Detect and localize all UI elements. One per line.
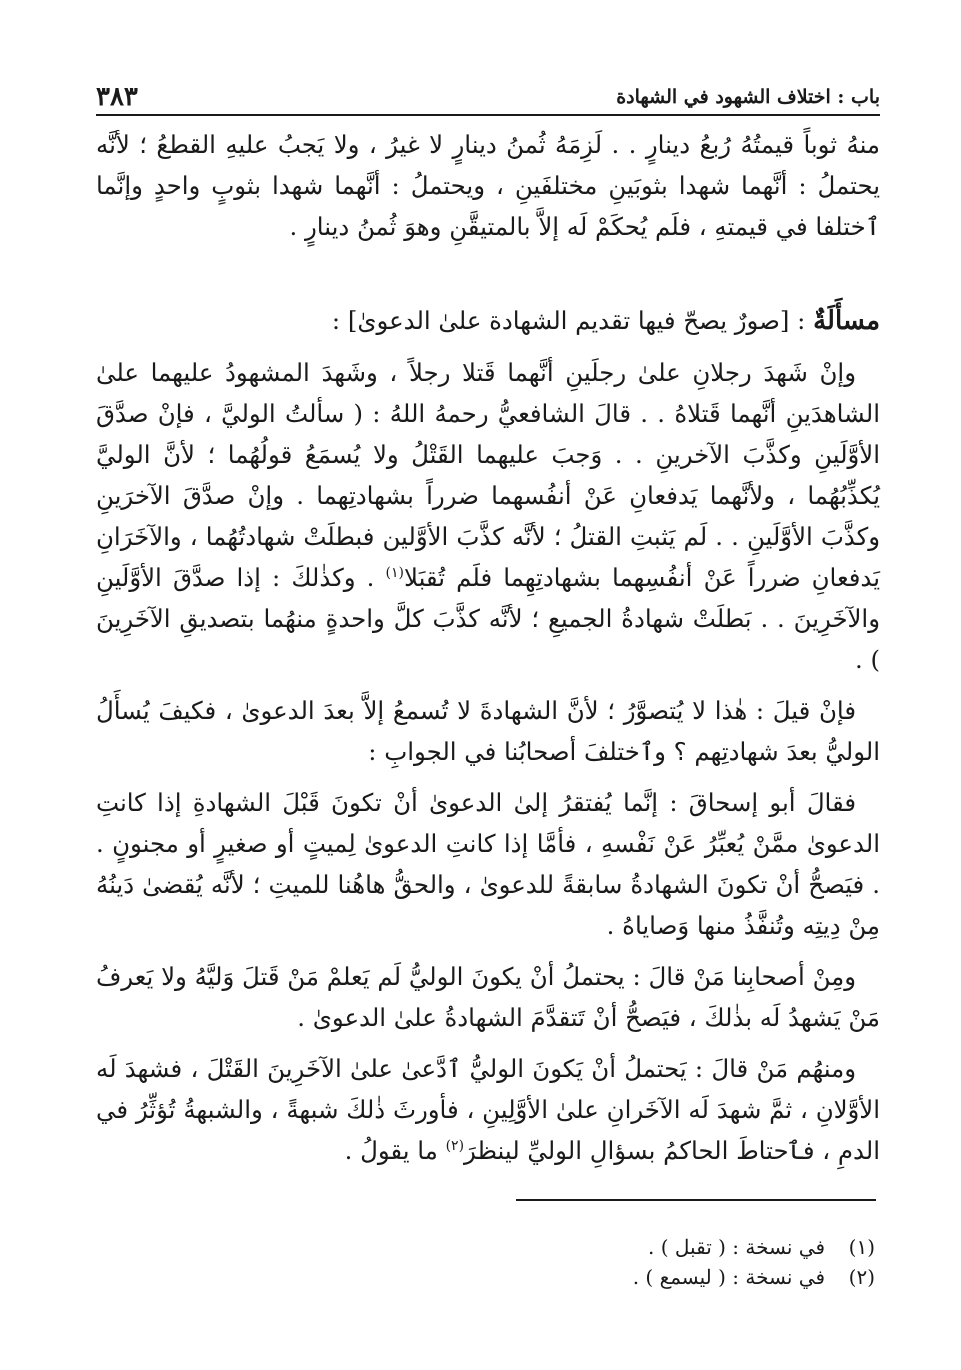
paragraph-abu-ishaq: فقالَ أبو إسحاقَ : إنَّما يُفتقرُ إلىٰ الدعوىٰ أنْ تكونَ قَبْلَ الشهادةِ إذا كانتِ الدعوىٰ ممَّنْ يُعبِّرُ عَنْ نَفْسهِ ، فأمَّا إذا كانتِ الدعوىٰ لِميتٍ أو صغيرٍ أو مجنونٍ . . فيَصحُّ أنْ تكونَ الشهادةُ سابقةً للدعوىٰ ، والحقُّ هاهُنا للميتِ ؛ لأنَّه يُقضىٰ دَينُهُ مِنْ دِيتِه وتُنفَّذُ منها وَصاياهُ . [96,788,880,940]
footnote-number: (١) [848,1235,875,1259]
footnote-text: في نسخة : ( تقبل ) . [648,1235,825,1259]
footnote-1 [375,1232,875,1262]
masala-heading [96,300,880,342]
chapter-title: باب : اختلاف الشهود في الشهادة [616,86,880,108]
footnote-number: (٢) [848,1265,875,1289]
running-header [96,74,880,116]
footnote-2 [375,1262,875,1292]
masala-title: : [صورٌ يصحّ فيها تقديم الشهادة علىٰ الدعوىٰ] : [331,306,806,335]
footnote-divider [516,1199,876,1201]
main-text [96,124,880,1171]
footnote-ref-2[interactable]: (٢) [445,1137,465,1154]
footnote-ref-1[interactable]: (١) [385,564,405,581]
masala-keyword: مسأَلَةٌ [813,306,880,336]
paragraph-others-end: ما يقولُ . [344,1136,438,1165]
page-number: ٣٨٣ [96,82,138,112]
paragraph-companions: ومِنْ أصحابِنا مَنْ قالَ : يحتملُ أنْ يكونَ الوليُّ لَم يَعلمْ مَنْ قَتلَ وَليَّهُ ولا يَعرفُ مَنْ يَشهدُ لَه بذٰلكَ ، فيَصحُّ أنْ تَتقدَّمَ الشهادةُ علىٰ الدعوىٰ . [96,962,880,1032]
paragraph-witnesses-text: وإنْ شَهدَ رجلانِ علىٰ رجلَينِ أنَّهما قَتلا رجلاً ، وشَهدَ المشهودُ عليهما علىٰ الشاهدَينِ أنَّهما قَتلاهُ . . قالَ الشافعيُّ رحمهُ اللهُ : ( سألتُ الوليَّ ، فإنْ صدَّقَ الأوَّلَينِ وكذَّبَ الآخرينِ . . وَجبَ عليهما القَتْلُ ولا يُسمَعُ قولُهُما ؛ لأنَّ الوليَّ يُكذِّبُهُما ، ولأنَّهما يَدفعانِ عَنْ أنفُسهما ضرراً بشهادتِهما . وإنْ صدَّقَ الآخرَينِ وكذَّبَ الأوَّلَينِ . . لَم يَثبتِ القتلُ ؛ لأنَّه كذَّبَ الأوَّلين فبطلَتْ شهادتُهُما ، والآخَرَانِ يَدفعانِ ضرراً عَنْ أنفُسِهما بشهادتِهِما فلَم تُقبَلا [96,358,881,592]
paragraph-others [96,1048,880,1171]
paragraph-others-text: ومنهُم مَنْ قالَ : يَحتملُ أنْ يَكونَ الوليُّ ٱدَّعىٰ علىٰ الآخَرِينَ القَتْلَ ، فشهدَ لَه الأوَّلانِ ، ثمَّ شهدَ لَه الآخَرانِ علىٰ الأوَّلِينِ ، فأورثَ ذٰلكَ شبهةً ، والشبهةُ تُؤثِّرُ في الدمِ ، فٱحتاطَ الحاكمُ بسؤالِ الوليِّ لينظرَ [96,1054,880,1165]
paragraph-objection: فإنْ قيلَ : هٰذا لا يُتصوَّرُ ؛ لأنَّ الشهادةَ لا تُسمعُ إلاَّ بعدَ الدعوىٰ ، فكيفَ يُسأَلُ الوليُّ بعدَ شهادتِهم ؟ وٱختلفَ أصحابُنا في الجوابِ : [96,696,880,766]
footnotes [375,1232,875,1292]
paragraph-witnesses-rest: وكذٰلكَ : إذا صدَّقَ الأوَّلَينِ والآخَرِينَ . . بَطلَتْ شهادةُ الجميعِ ؛ لأنَّه كذَّبَ كلَّ واحدةٍ منهُما بتصديقِ الآخَرِينَ ) . [96,563,880,674]
paragraph-witnesses: وإنْ شَهدَ رجلانِ علىٰ رجلَينِ أنَّهما قَتلا رجلاً ، وشَهدَ المشهودُ عليهما علىٰ الشاهدَينِ أنَّهما قَتلاهُ . . قالَ الشافعيُّ رحمهُ اللهُ : ( سألتُ الوليَّ ، فإنْ صدَّقَ الأوَّلَينِ وكذَّبَ الآخرينِ . . وَجبَ عليهما القَتْلُ ولا يُسمَعُ قولُهُما ؛ لأنَّ الوليَّ يُكذِّبُهُما ، ولأنَّهما يَدفعانِ عَنْ أنفُسهما ضرراً بشهادتِهما . وإنْ صدَّقَ الآخرَينِ وكذَّبَ الأوَّلَينِ . . لَم يَثبتِ القتلُ ؛ لأنَّه كذَّبَ الأوَّلين فبطلَتْ شهادتُهُما ، والآخَرَانِ يَدفعانِ ضرراً عَنْ أنفُسِهما بشهادتِهِما فلَم تُقبَلا$^{(١)}$ . وكذٰلكَ : إذا صدَّقَ الأوَّلَينِ والآخَرِينَ . . بَطلَتْ شهادةُ الجميعِ ؛ لأنَّه كذَّبَ كلَّ واحدةٍ منهُما بتصديقِ الآخَرِينَ ) . [96,358,881,674]
paragraph-continuation: منهُ ثوباً قيمتُهُ رُبعُ دينارٍ . . لَزِمَهُ ثُمنُ دينارٍ لا غيرُ ، ولا يَجبُ عليهِ القطعُ ؛ لأنَّه يحتملُ : أنَّهما شهدا بثوبَينِ مختلفَينِ ، ويحتملُ : أنَّهما شهدا بثوبٍ واحدٍ وإنَّما ٱختلفا في قيمتهِ ، فلَم يُحكَمْ لَه إلاَّ بالمتيقَّنِ وهوَ ثُمنُ دينارٍ . [96,130,880,241]
footnote-text: في نسخة : ( ليسمع ) . [632,1265,825,1289]
